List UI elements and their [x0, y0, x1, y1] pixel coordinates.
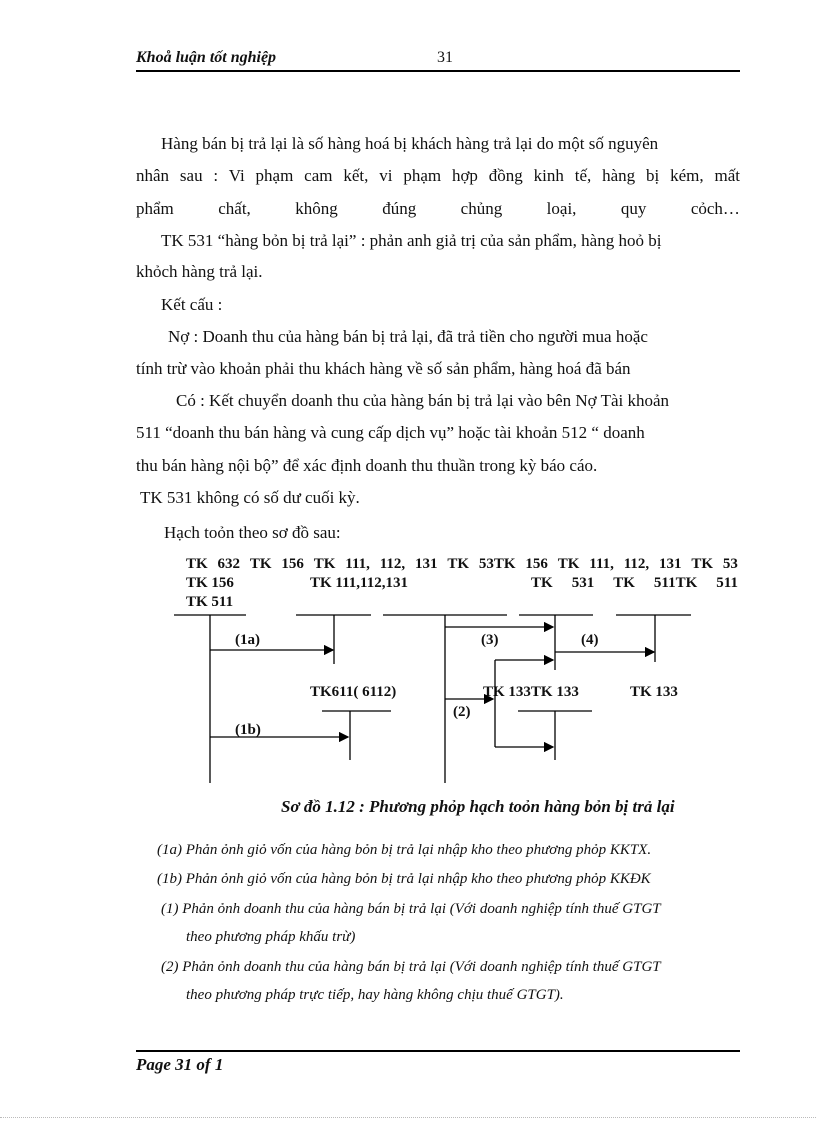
diagram-row-1-word: 112, — [623, 556, 650, 572]
credit-line-3: thu bán hàng nội bộ” để xác định doanh thu thuần trong kỳ báo cáo. — [136, 456, 598, 475]
structure-label: Kết cấu : — [161, 295, 223, 314]
note-1-line-2: theo phương pháp khấu trừ) — [186, 929, 356, 945]
header-title: Khoå luận tốt nghiệp — [136, 49, 277, 66]
debit-line-1: Nợ : Doanh thu của hàng bán bị trả lại, đã trả tiền cho người mua hoặc — [168, 327, 648, 346]
paragraph-1-line-3-word: cỏch… — [690, 199, 740, 218]
diagram-row-1-word: TK — [186, 556, 208, 572]
paragraph-1-line-3-word: loại, — [546, 199, 577, 218]
note-1a: (1a) Phản ỏnh giỏ vốn của hàng bỏn bị trả lại nhập kho theo phương phỏp KKTX. — [157, 842, 652, 858]
diagram-tk611-label: TK611( 6112) — [310, 684, 397, 700]
paragraph-1-line-1: Hàng bán bị trả lại là số hàng hoá bị khách hàng trả lại do một số nguyên — [161, 134, 659, 153]
diagram-caption: Sơ đồ 1.12 : Phương phỏp hạch toỏn hàng bỏn bị trả lại — [281, 797, 675, 816]
paragraph-1-line-3-word: chất, — [218, 199, 251, 218]
arrow-label-3: (3) — [481, 632, 499, 648]
diagram-row-1-word: TK — [691, 556, 714, 572]
diagram-row-2-word: 511TK — [653, 575, 698, 591]
diagram-row-1-word: TK — [557, 556, 580, 572]
paragraph-1-line-3-word: không — [295, 199, 338, 218]
diagram-row-1-word: 131 — [415, 556, 438, 572]
diagram-tk156-label: TK 156 — [186, 575, 234, 591]
diagram-row-1-word: 53TK — [478, 556, 516, 572]
paragraph-2-line-1: TK 531 “hàng bỏn bị trả lại” : phản anh giả trị của sản phẩm, hàng hoỏ bị — [161, 231, 662, 250]
note-1b: (1b) Phản ỏnh giỏ vốn của hàng bỏn bị trả lại nhập kho theo phương phỏp KKĐK — [157, 871, 651, 887]
arrow-label-4: (4) — [581, 632, 599, 648]
diagram-row-1-word: 156 — [525, 556, 548, 572]
diagram-row-2-word: TK — [613, 575, 635, 591]
arrow-label-2: (2) — [453, 704, 471, 720]
diagram-row-1-word: 632 — [217, 556, 241, 572]
diagram-row-1-word: 112, — [379, 556, 406, 572]
diagram-row-2-word: 531 — [571, 575, 595, 591]
balance-line: TK 531 không có số dư cuối kỳ. — [140, 488, 360, 507]
arrow-label-1b: (1b) — [235, 722, 261, 738]
header-page-number: 31 — [437, 49, 453, 66]
paragraph-1-line-3-word: phẩm — [136, 199, 174, 218]
diagram-row-1-word: 53 — [722, 556, 738, 572]
diagram-tk111-label: TK 111,112,131 — [310, 575, 408, 591]
paragraph-2-line-2: khỏch hàng trả lại. — [136, 262, 263, 281]
diagram-row-1-word: TK — [313, 556, 336, 572]
footer-rule — [136, 1050, 740, 1052]
note-2-line-2: theo phương pháp trực tiếp, hay hàng không chịu thuế GTGT). — [186, 987, 564, 1003]
diagram-tk133-label: TK 133 — [630, 684, 678, 700]
diagram-row-1-word: 156 — [281, 556, 304, 572]
footer-page-label: Page 31 of 1 — [136, 1055, 224, 1074]
paragraph-1-line-3-word: đúng — [382, 199, 417, 218]
debit-line-2: tính trừ vào khoản phải thu khách hàng về số sản phẩm, hàng hoá đã bán — [136, 359, 631, 378]
diagram-row-2-word: 511 — [716, 575, 738, 591]
arrow-label-1a: (1a) — [235, 632, 260, 648]
page-bottom-border — [0, 1117, 816, 1118]
note-2-line-1: (2) Phản ỏnh doanh thu của hàng bán bị trả lại (Với doanh nghiệp tính thuế GTGT — [161, 959, 661, 975]
diagram-intro: Hạch toỏn theo sơ đồ sau: — [164, 523, 341, 542]
credit-line-1: Có : Kết chuyển doanh thu của hàng bán bị trả lại vào bên Nợ Tài khoản — [176, 391, 670, 410]
diagram-row-1-word: 111, — [589, 556, 614, 572]
paragraph-1-line-3-word: chủng — [460, 199, 503, 218]
note-1-line-1: (1) Phản ỏnh doanh thu của hàng bán bị trả lại (Với doanh nghiệp tính thuế GTGT — [161, 901, 661, 917]
diagram-row-1-word: TK — [447, 556, 470, 572]
credit-line-2: 511 “doanh thu bán hàng và cung cấp dịch vụ” hoặc tài khoản 512 “ doanh — [136, 423, 645, 442]
paragraph-1-line-3-word: quy — [620, 199, 647, 218]
diagram-tk511-label: TK 511 — [186, 594, 234, 610]
diagram-row-1-word: 111, — [345, 556, 370, 572]
diagram-tk133-double-label: TK 133TK 133 — [483, 684, 579, 700]
diagram-row-1-word: 131 — [659, 556, 682, 572]
diagram-row-1-word: TK — [249, 556, 272, 572]
diagram-row-2-word: TK — [531, 575, 553, 591]
paragraph-1-line-2: nhân sau : Vi phạm cam kết, vi phạm hợp đồng kinh tế, hàng bị kém, mất — [136, 166, 740, 185]
